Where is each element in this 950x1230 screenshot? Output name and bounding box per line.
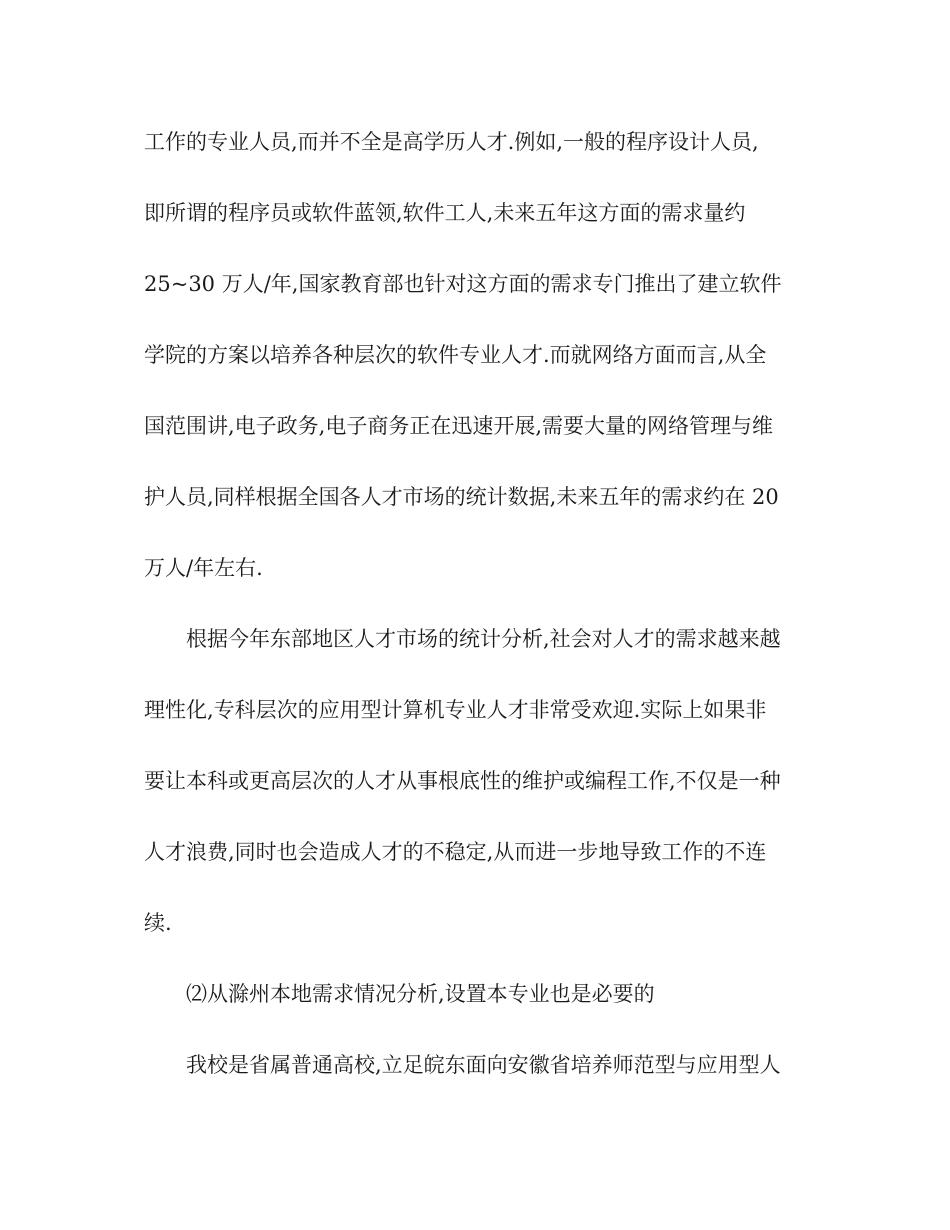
paragraph-line: 即所谓的程序员或软件蓝领,软件工人,未来五年这方面的需求量约	[144, 201, 746, 225]
paragraph-line: 要让本科或更高层次的人才从事根底性的维护或编程工作,不仅是一种	[144, 769, 781, 793]
paragraph-line: 护人员,同样根据全国各人才市场的统计数据,未来五年的需求约在 20	[144, 485, 779, 509]
paragraph-line: 续.	[144, 911, 172, 935]
paragraph-line: 理性化,专科层次的应用型计算机专业人才非常受欢迎.实际上如果非	[144, 698, 767, 722]
paragraph-line: 万人/年左右.	[144, 556, 263, 580]
paragraph-line: 学院的方案以培养各种层次的软件专业人才.而就网络方面而言,从全	[144, 343, 767, 367]
paragraph-line: 根据今年东部地区人才市场的统计分析,社会对人才的需求越来越	[186, 627, 781, 651]
paragraph-line: 25~30 万人/年,国家教育部也针对这方面的需求专门推出了建立软件	[144, 272, 782, 296]
paragraph-line: 人才浪费,同时也会造成人才的不稳定,从而进一步地导致工作的不连	[144, 840, 767, 864]
paragraph-line: 国范围讲,电子政务,电子商务正在迅速开展,需要大量的网络管理与维	[144, 414, 774, 438]
paragraph-line: 工作的专业人员,而并不全是高学历人才.例如,一般的程序设计人员,	[144, 130, 759, 154]
section-heading: ⑵从滁州本地需求情况分析,设置本专业也是必要的	[186, 982, 655, 1006]
paragraph-line: 我校是省属普通高校,立足皖东面向安徽省培养师范型与应用型人	[186, 1053, 781, 1077]
